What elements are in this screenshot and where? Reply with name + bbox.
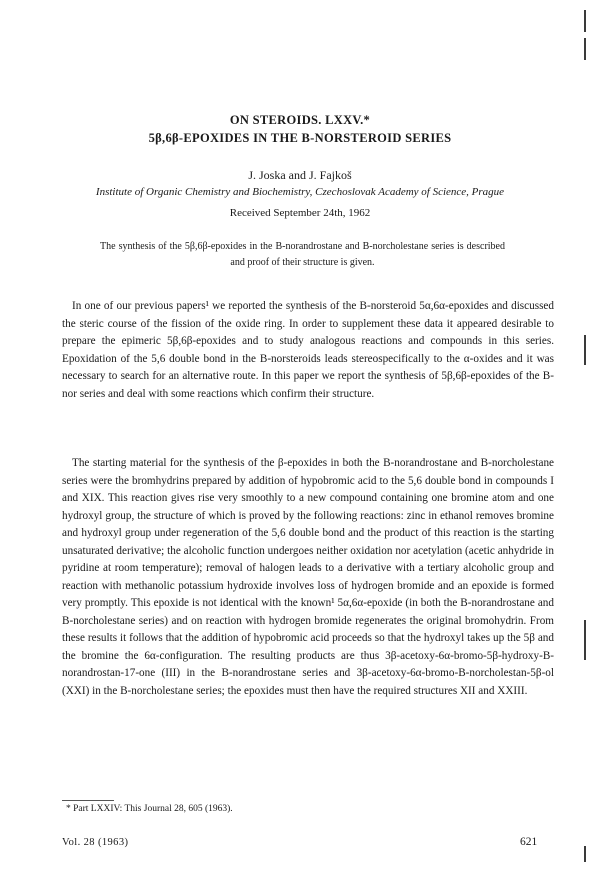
scan-edge-mark (584, 10, 586, 32)
scan-edge-mark (584, 620, 586, 660)
abstract: The synthesis of the 5β,6β-epoxides in the B-norandrostane and B-norcholestane series is described and proof of their structure is given. (100, 241, 505, 268)
article-title-series: ON STEROIDS. LXXV.* (229, 113, 371, 127)
footnote-rule (62, 800, 114, 801)
affiliation: Institute of Organic Chemistry and Biochemistry, Czechoslovak Academy of Science, Prague (95, 186, 505, 198)
scan-edge-mark (584, 38, 586, 60)
page-number: 621 (520, 836, 538, 848)
footnote: * Part LXXIV: This Journal 28, 605 (1963). (66, 804, 233, 814)
body-paragraph-2: The starting material for the synthesis of the β-epoxides in both the B-norandrostane and B-norcholestane series were the bromhydrins prepared by addition of hypobromic acid to the 5,6 double bond in compounds I and XIX. This reaction gives rise very smoothly to a new compound containing one bromine atom and one hydroxyl group, the structure of which is proved by the following reactions: zinc in ethanol removes bromine and hydroxyl group under regeneration of the 5,6 double bond and the product of this reaction is the starting unsaturated derivative; the alcoholic function undergoes neither oxidation nor acetylation (acetic anhydride in pyridine at room temperature); removal of halogen leads to a derivative with a tertiary alcoholic group and reaction with methanolic potassium hydroxide involves loss of hydrogen bromide and an epoxide is formed very promptly. This epoxide is not identical with the known¹ 5α,6α-epoxide (in both the B-norandrostane and B-norcholestane series) and on reaction with hydrogen bromide regenerates the original bromohydrin. From these results it follows that the addition of hypobromic acid proceeds so that the hydroxyl takes up the 5β and the bromine the 6α-configuration. The resulting products are thus 3β-acetoxy-6α-bromo-5β-hydroxy-B-norandrostan-17-one (III) in the B-norandrostane series and 3β-acetoxy-6α-bromo-B-norcholestan-5β-ol (XXI) in the B-norcholestane series; the epoxides must then have the required structures XII and XXIII. (62, 457, 554, 697)
received-date: Received September 24th, 1962 (229, 207, 371, 219)
body-paragraph-1: In one of our previous papers¹ we reported the synthesis of the B-norsteroid 5α,6α-epoxides and discussed the steric course of the fission of the oxide ring. In order to supplement these data it appeared desirable to prepare the epimeric 5β,6β-epoxides and to study analogous reactions and compounds in this series. Epoxidation of the 5,6 double bond in the B-norsteroids leads stereospecifically to the α-oxides and it was necessary to search for an alternative route. In this paper we report the synthesis of 5β,6β-epoxides of the B-nor series and deal with some reactions which confirm their structure. (62, 300, 554, 400)
article-title: 5β,6β-EPOXIDES IN THE B-NORSTEROID SERIES (148, 131, 452, 145)
scan-edge-mark (584, 846, 586, 862)
scan-edge-mark (584, 335, 586, 365)
authors: J. Joska and J. Fajkoš (248, 168, 352, 182)
volume-footer: Vol. 28 (1963) (62, 837, 129, 848)
